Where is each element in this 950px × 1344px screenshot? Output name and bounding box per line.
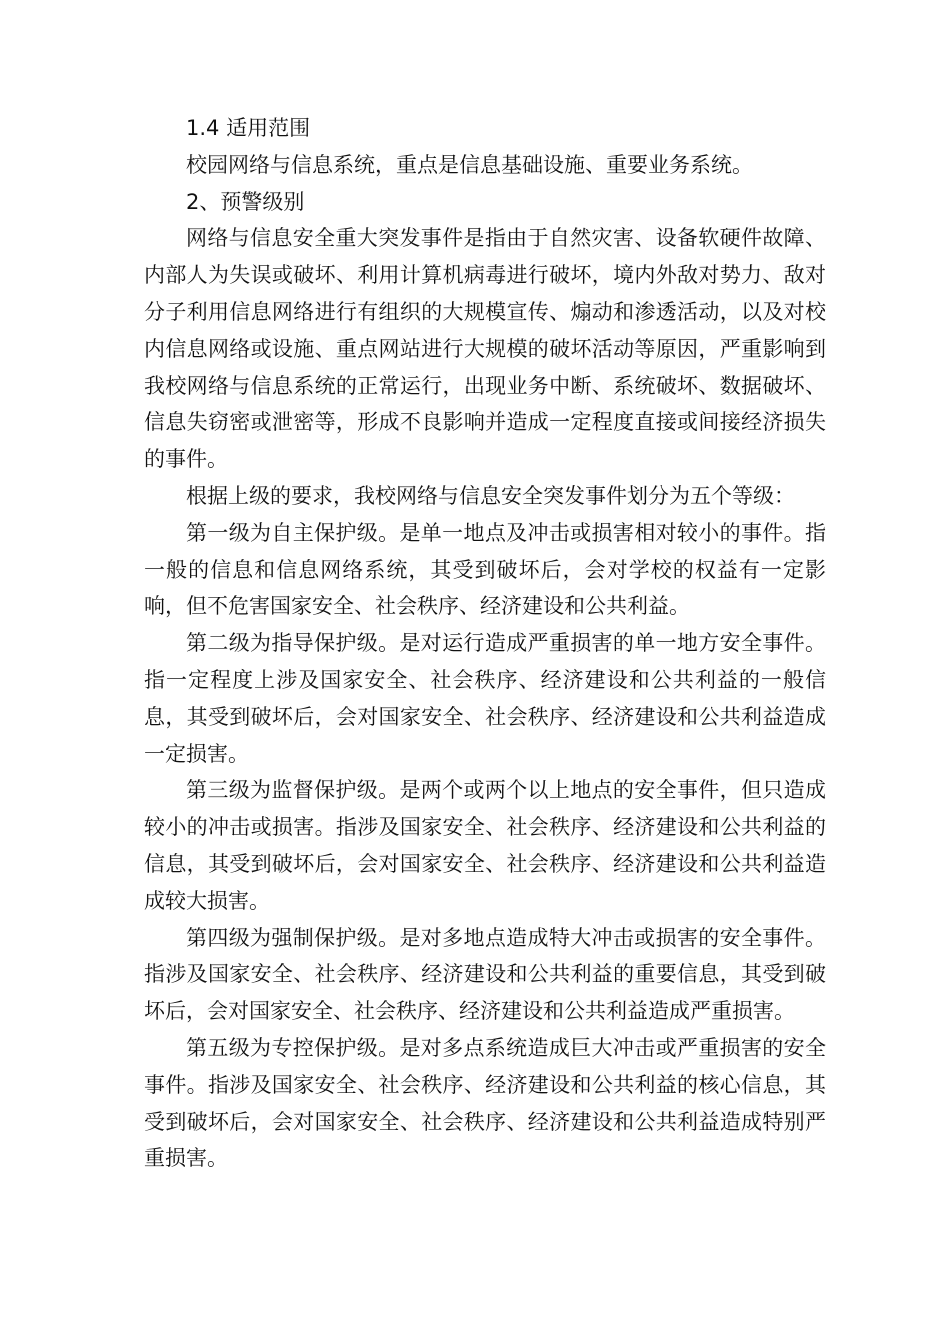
definition-paragraph: 网络与信息安全重大突发事件是指由于自然灾害、设备软硬件故障、内部人为失误或破坏、利用计算机病毒进行破坏，境内外敌对势力、敌对分子利用信息网络进行有组织的大规模宣传、煽动和渗透活动，以及对校内信息网络或设施、重点网站进行大规模的破坏活动等原因，严重影响到我校网络与信息系统的正常运行，出现业务中断、系统破坏、数据破坏、信息失窃密或泄密等，形成不良影响并造成一定程度直接或间接经济损失的事件。 (144, 226, 826, 472)
level-4-paragraph: 第四级为强制保护级。是对多地点造成特大冲击或损害的安全事件。指涉及国家安全、社会秩序、经济建设和公共利益的重要信息，其受到破坏后，会对国家安全、社会秩序、经济建设和公共利益造成严重损害。 (144, 925, 826, 1024)
level-3-paragraph: 第三级为监督保护级。是两个或两个以上地点的安全事件，但只造成较小的冲击或损害。指涉及国家安全、社会秩序、经济建设和公共利益的信息，其受到破坏后，会对国家安全、社会秩序、经济建设和公共利益造成较大损害。 (144, 778, 826, 913)
level-1-paragraph: 第一级为自主保护级。是单一地点及冲击或损害相对较小的事件。指一般的信息和信息网络系统，其受到破坏后，会对学校的权益有一定影响，但不危害国家安全、社会秩序、经济建设和公共利益。 (144, 520, 826, 619)
scope-paragraph: 校园网络与信息系统，重点是信息基础设施、重要业务系统。 (186, 152, 753, 177)
document-page (144, 110, 826, 1177)
section-heading-scope: 1.4 适用范围 (186, 116, 311, 140)
level-2-paragraph: 第二级为指导保护级。是对运行造成严重损害的单一地方安全事件。指一定程度上涉及国家安全、社会秩序、经济建设和公共利益的一般信息，其受到破坏后，会对国家安全、社会秩序、经济建设和公共利益造成一定损害。 (144, 631, 826, 766)
level-5-paragraph: 第五级为专控保护级。是对多点系统造成巨大冲击或严重损害的安全事件。指涉及国家安全、社会秩序、经济建设和公共利益的核心信息，其受到破坏后，会对国家安全、社会秩序、经济建设和公共利益造成特别严重损害。 (144, 1035, 826, 1171)
levels-intro-paragraph: 根据上级的要求，我校网络与信息安全突发事件划分为五个等级： (186, 483, 795, 508)
section-heading-warning-levels: 2、预警级别 (186, 189, 305, 214)
